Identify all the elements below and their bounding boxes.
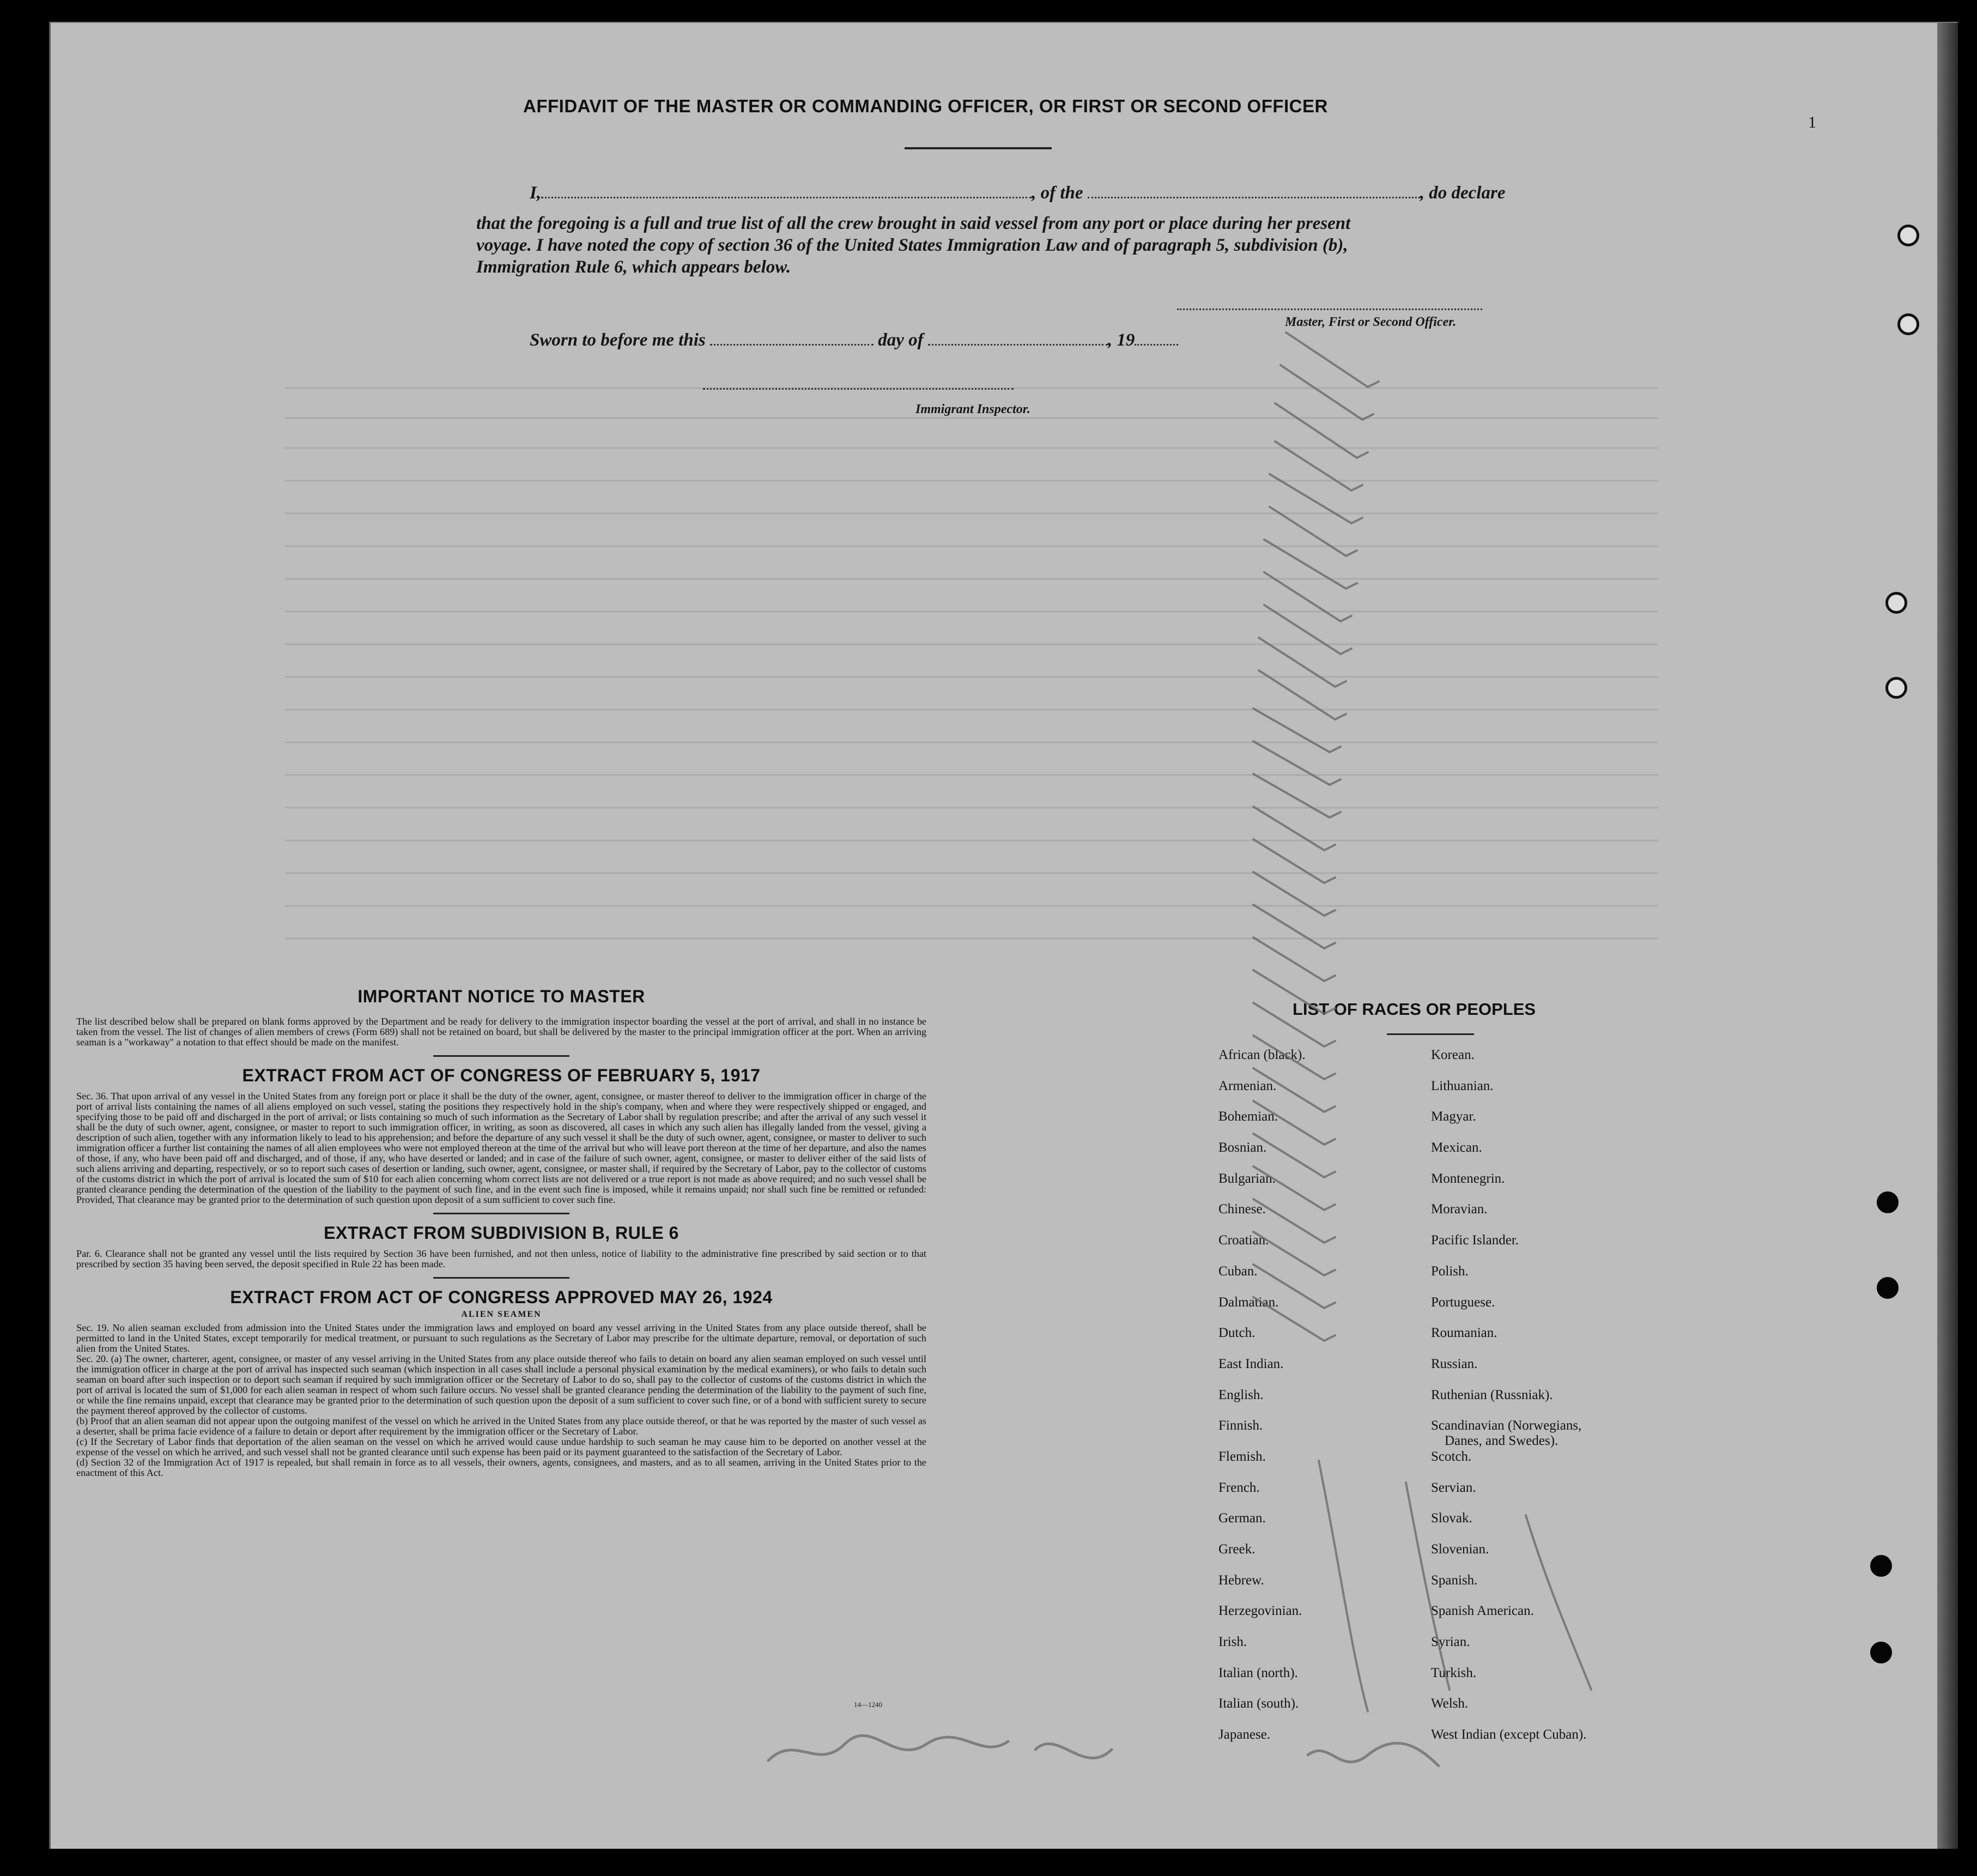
race-item: Syrian. <box>1431 1635 1470 1650</box>
race-item: French. <box>1218 1480 1260 1495</box>
sec-20d-body: (d) Section 32 of the Immigration Act of 1917 is repealed, but shall remain in force as to all vessels, their owners, agents, consignees, and masters, and as to all seamen, arriving in the United States prior to the enactment of this Act. <box>76 1457 926 1478</box>
races-title: LIST OF RACES OR PEOPLES <box>1293 1000 1536 1019</box>
page-edge-shadow <box>1937 23 1958 1849</box>
document-page <box>49 22 1958 1849</box>
affidavit-line: Immigration Rule 6, which appears below. <box>476 257 791 277</box>
race-item: Scotch. <box>1431 1449 1472 1464</box>
pencil-tick-marks <box>1242 316 1624 1733</box>
binder-hole <box>1885 677 1907 699</box>
binder-hole <box>1870 1555 1892 1577</box>
extract-rule6-title: EXTRACT FROM SUBDIVISION B, RULE 6 <box>324 1223 679 1243</box>
race-item: Servian. <box>1431 1480 1476 1495</box>
day-of-label: day of <box>878 330 924 350</box>
race-item: Italian (south). <box>1218 1696 1299 1711</box>
sworn-label: Sworn to before me this <box>530 330 706 350</box>
affidavit-line: voyage. I have noted the copy of section 36 of the United States Immigration Law and of paragraph 5, subdivision (b), <box>476 235 1348 255</box>
section-divider <box>433 1213 569 1214</box>
binder-hole <box>1897 313 1919 335</box>
race-item: Herzegovinian. <box>1218 1603 1302 1619</box>
race-item: Ruthenian (Russniak). <box>1431 1387 1553 1402</box>
notice-title: IMPORTANT NOTICE TO MASTER <box>357 987 645 1006</box>
race-item: Finnish. <box>1218 1418 1263 1433</box>
race-item: Dutch. <box>1218 1326 1256 1341</box>
signature-scribble <box>752 1711 1678 1793</box>
section-divider <box>433 1055 569 1057</box>
race-item: Slovenian. <box>1431 1542 1489 1557</box>
race-item: Spanish American. <box>1431 1603 1534 1619</box>
binder-hole <box>1877 1191 1899 1213</box>
sworn-line <box>530 330 1178 350</box>
race-item: Montenegrin. <box>1431 1171 1505 1186</box>
race-item: Pacific Islander. <box>1431 1233 1519 1248</box>
extract-1924-title: EXTRACT FROM ACT OF CONGRESS APPROVED MAY 26, 1924 <box>230 1287 773 1307</box>
vessel-blank <box>1088 197 1420 198</box>
sec-20c-body: (c) If the Secretary of Labor finds that deportation of the alien seaman on the vessel on which he arrived would cause undue hardship to such seaman he may cause him to be deported on another vessel at the expense of the vessel on which he arrived, and such vessel shall not be granted clearance until such expense has been paid or its payment guaranteed to the satisfaction of the Secretary of Labor. <box>76 1436 926 1457</box>
master-signature-line <box>1177 308 1482 310</box>
inspector-signature-label: Immigrant Inspector. <box>915 402 1030 416</box>
inspector-signature-line <box>703 388 1014 390</box>
race-item: Flemish. <box>1218 1449 1266 1464</box>
race-item: Chinese. <box>1218 1202 1266 1217</box>
race-item: Magyar. <box>1431 1109 1476 1124</box>
notice-body: The list described below shall be prepared on blank forms approved by the Department and be ready for delivery to the immigration inspector boarding the vessel at the port of arrival, and shall in no instance be taken from the vessel. The list of changes of alien members of crews (Form 689) shall not be retained on board, but shall be delivered by the master to the principal immigration officer at the port. When an arriving seaman is a "workaway" a notation to that effect should be made on the manifest. <box>76 1016 926 1048</box>
day-blank <box>710 344 874 346</box>
i-label: I, <box>530 183 542 203</box>
race-item: Japanese. <box>1218 1727 1271 1742</box>
race-item: Roumanian. <box>1431 1326 1497 1341</box>
race-item: Welsh. <box>1431 1696 1469 1711</box>
race-item: Croatian. <box>1218 1233 1269 1248</box>
sec-20a-body: Sec. 20. (a) The owner, charterer, agent, consignee, or master of any vessel arriving in the United States from any place outside thereof who fails to detain on board any alien seaman employed on such vessel until the immigration officer in charge at the port of arrival has inspected such seaman (which inspection in all cases shall include a personal physical examination by the medical examiners), or who fails to detain such seaman on board after such inspection or to deport such seaman if required by such immigration officer or the Secretary of Labor to do so, shall pay to the collector of customs of the customs district in which the port of arrival is located the sum of $1,000 for each alien seaman in respect of whom such failure occurs. No vessel shall be granted clearance pending the determination of the liability to the payment of such fine, or while the fine remains unpaid, except that clearance may be granted prior to the determination of such question upon the deposit of a sum sufficient to cover such fine, or of a bond with sufficient surety to secure the payment thereof approved by the collector of customs. <box>76 1353 926 1416</box>
race-item: Armenian. <box>1218 1078 1277 1093</box>
binder-hole <box>1877 1277 1899 1299</box>
race-item: African (black). <box>1218 1048 1306 1062</box>
name-blank <box>541 197 1032 198</box>
race-item: Italian (north). <box>1218 1665 1298 1680</box>
race-item: Bosnian. <box>1218 1140 1267 1155</box>
race-item: Russian. <box>1431 1356 1478 1371</box>
race-item: Polish. <box>1431 1263 1469 1279</box>
alien-seamen-heading: ALIEN SEAMEN <box>461 1310 542 1319</box>
race-item: East Indian. <box>1218 1356 1284 1371</box>
extract-1917-body: Sec. 36. That upon arrival of any vessel in the United States from any foreign port or place it shall be the duty of the owner, agent, consignee, or master thereof to deliver to the immigration officer in charge of the port of arrival lists containing the names of all aliens employed on such vessel, stating the positions they respectively hold in the ship's company, when and where they were respectively shipped or engaged, and specifying those to be paid off and discharged in the port of arrival; or lists containing so much of such information as the Secretary of Labor shall by regulation prescribe; and after the arrival of any such vessel it shall be the duty of such owner, agent, consignee, or master to report to such immigration officer, in writing, as soon as discovered, all cases in which any such alien has illegally landed from the vessel, giving a description of such alien, together with any information likely to lead to his apprehension; and before the departure of any such vessel it shall be the duty of such owner, agent, consignee, or master to deliver to such immigration officer a further list containing the names of all alien employees who were not employed thereon at the time of the arrival but who will leave port thereon at the time of her departure, and also the names of those, if any, who have been paid off and discharged, and of those, if any, who have deserted or landed; and in case of the failure of such owner, agent, consignee, or master to deliver either of the said lists of such aliens arriving and departing, respectively, or so to report such cases of desertion or landing, such owner, agent, consignee, or master shall, if required by the Secretary of Labor, pay to the collector of customs of the customs district in which the port of arrival is located the sum of $10 for each alien concerning whom correct lists are not delivered or a true report is not made as above required; and no such vessel shall be granted clearance pending the determination of the question of the liability to the payment of such fine, and in the event such fine is imposed, while it remains unpaid; nor shall such fine be remitted or refunded: Provided, That clearance may be granted prior to the determination of such question upon deposit of a sum sufficient to cover such fine. <box>76 1091 926 1205</box>
race-item: Bohemian. <box>1218 1109 1278 1124</box>
race-item: Spanish. <box>1431 1572 1478 1588</box>
affidavit-declaration-line <box>530 183 1505 203</box>
binder-hole <box>1897 225 1919 246</box>
title-divider <box>905 147 1052 149</box>
sec-19-body: Sec. 19. No alien seaman excluded from admission into the United States under the immigration laws and employed on board any vessel arriving in the United States from any place outside thereof, shall be permitted to land in the United States, except temporarily for medical treatment, or pursuant to such regulations as the Secretary of Labor may prescribe for the ultimate departure, removal, or deportation of such alien from the United States. <box>76 1322 926 1354</box>
race-item: Lithuanian. <box>1431 1078 1494 1093</box>
month-blank <box>928 344 1108 346</box>
race-item: German. <box>1218 1511 1266 1526</box>
master-signature-label: Master, First or Second Officer. <box>1285 315 1457 329</box>
do-declare-label: , do declare <box>1420 183 1506 203</box>
section-divider <box>433 1277 569 1279</box>
race-item: Scandinavian (Norwegians, Danes, and Swedes). <box>1431 1418 1582 1449</box>
binder-hole <box>1885 592 1907 614</box>
race-item: Dalmatian. <box>1218 1294 1279 1310</box>
sec-20b-body: (b) Proof that an alien seaman did not appear upon the outgoing manifest of the vessel on which he arrived in the United States from any place outside thereof, or that he was reported by the master of such vessel as a deserter, shall be prima facie evidence of a failure to detain or deport after requirement by the immigration officer or the Secretary of Labor. <box>76 1415 926 1437</box>
race-item: Irish. <box>1218 1635 1247 1650</box>
extract-rule6-body: Par. 6. Clearance shall not be granted any vessel until the lists required by Section 36 have been furnished, and not then unless, notice of liability to the administrative fine prescribed by said section or to that prescribed by section 35 having been served, the deposit specified in Rule 22 has been made. <box>76 1248 926 1269</box>
race-item: Turkish. <box>1431 1665 1477 1680</box>
race-item: Slovak. <box>1431 1511 1472 1526</box>
year-label: , 19 <box>1107 330 1135 350</box>
year-blank <box>1135 344 1178 346</box>
race-item: Cuban. <box>1218 1263 1258 1279</box>
affidavit-line: that the foregoing is a full and true list of all the crew brought in said vessel from any port or place during her present <box>476 214 1351 233</box>
race-item: Bulgarian. <box>1218 1171 1276 1186</box>
notice-section <box>76 987 926 1478</box>
binder-hole <box>1870 1642 1892 1663</box>
race-item: Moravian. <box>1431 1202 1488 1217</box>
affidavit-title: AFFIDAVIT OF THE MASTER OR COMMANDING OFFICER, OR FIRST OR SECOND OFFICER <box>523 96 1328 116</box>
margin-mark: 1 <box>1808 113 1816 131</box>
race-item: West Indian (except Cuban). <box>1431 1727 1587 1742</box>
race-item: Mexican. <box>1431 1140 1482 1155</box>
of-the-label: , of the <box>1032 183 1083 203</box>
form-number: 14—1240 <box>854 1700 882 1709</box>
race-item: Greek. <box>1218 1542 1256 1557</box>
race-item: Hebrew. <box>1218 1572 1264 1588</box>
race-item: Portuguese. <box>1431 1294 1495 1310</box>
extract-1917-title: EXTRACT FROM ACT OF CONGRESS OF FEBRUARY 5, 1917 <box>242 1066 761 1085</box>
race-item: English. <box>1218 1387 1264 1402</box>
race-item: Korean. <box>1431 1048 1475 1062</box>
